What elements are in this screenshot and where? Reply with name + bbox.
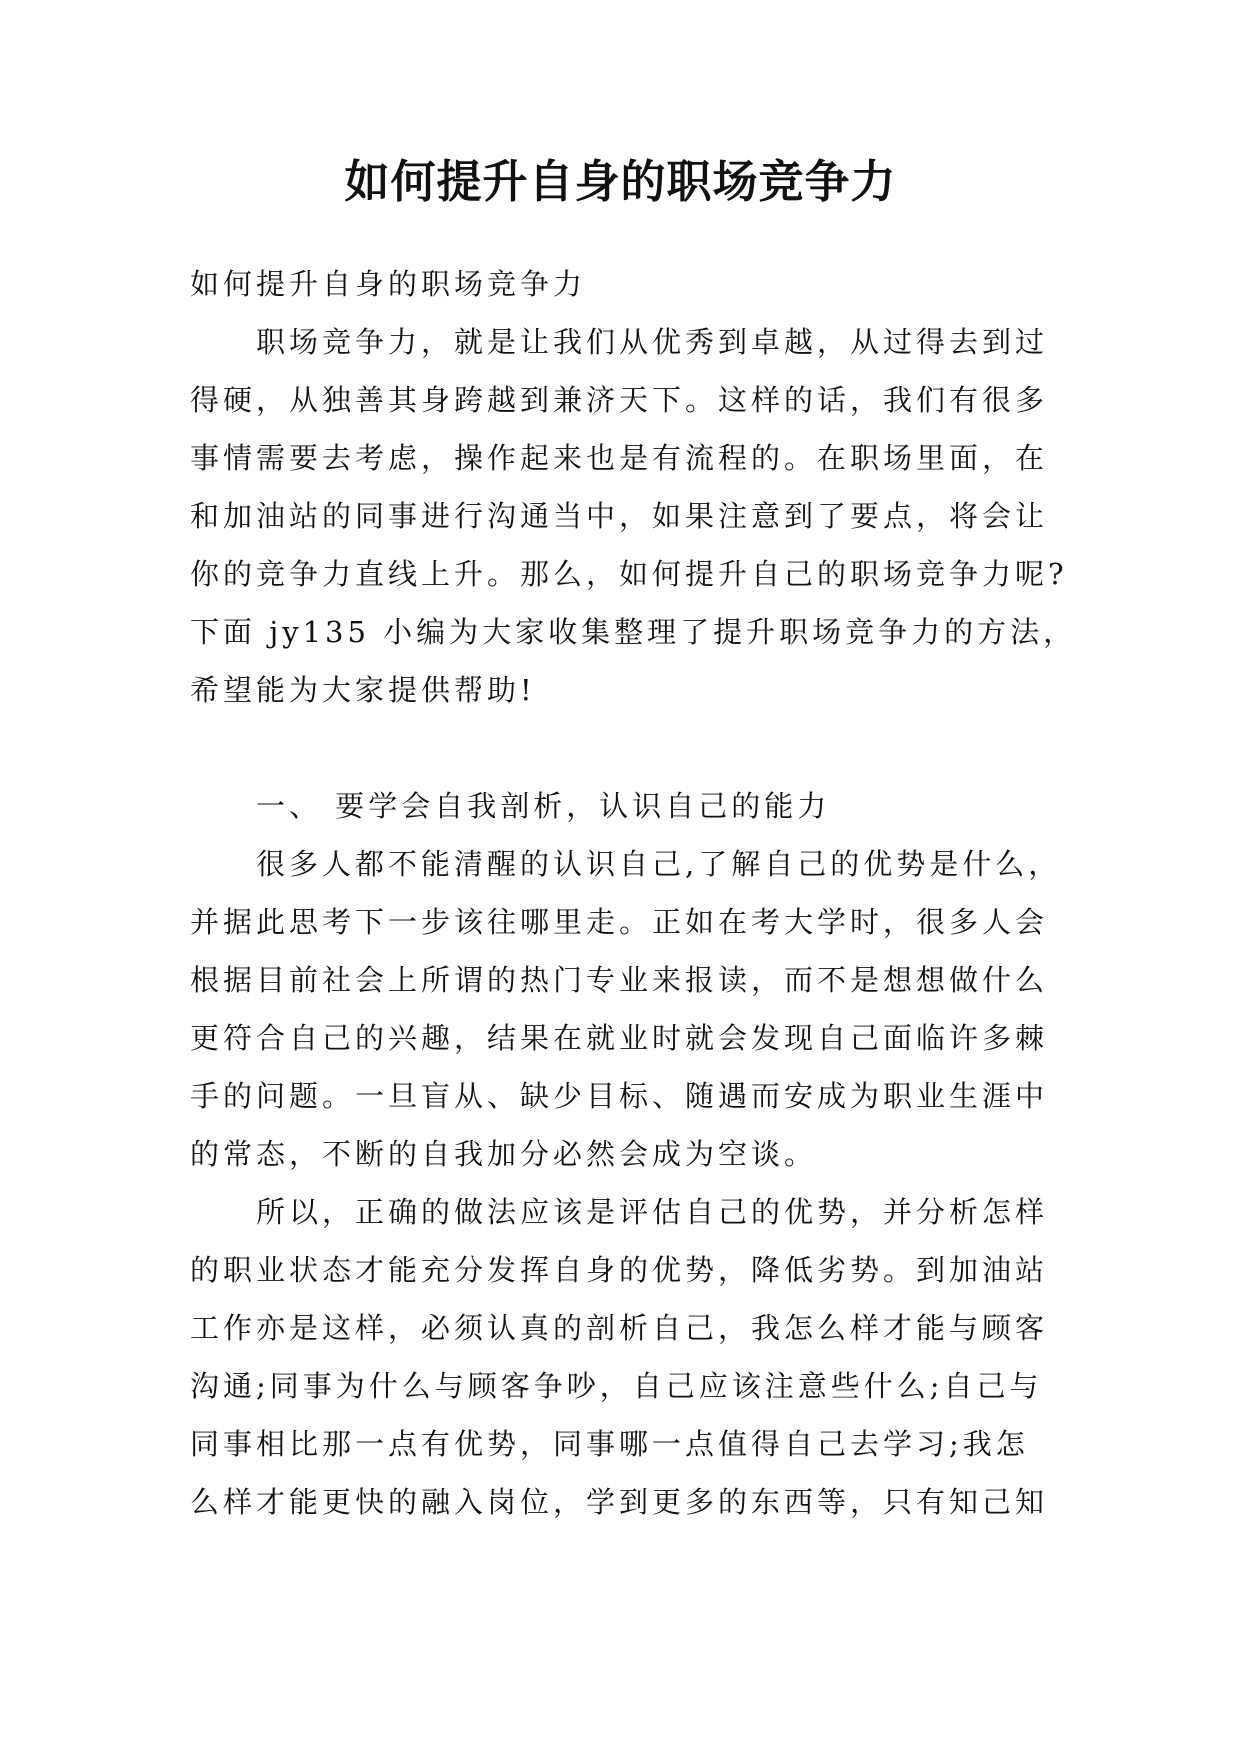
paragraph-2-line: 同事相比那一点有优势，同事哪一点值得自己去学习;我怎 (190, 1427, 1029, 1461)
paragraph-2-line: 的职业状态才能充分发挥自身的优势，降低劣势。到加油站 (190, 1253, 1049, 1287)
document-body (190, 255, 1077, 1531)
paragraph-2-line: 工作亦是这样，必须认真的剖析自己，我怎么样才能与顾客 (190, 1311, 1049, 1345)
section-heading: 一、 要学会自我剖析，认识自己的能力 (190, 789, 831, 823)
paragraph-1-line: 手的问题。一旦盲从、缺少目标、随遇而安成为职业生涯中 (190, 1079, 1049, 1113)
paragraph-2-line: 沟通;同事为什么与顾客争吵，自己应该注意些什么;自己与 (190, 1369, 1043, 1403)
paragraph-1-line: 更符合自己的兴趣，结果在就业时就会发现自己面临许多棘 (190, 1021, 1049, 1055)
intro-line: 你的竞争力直线上升。那么，如何提升自己的职场竞争力呢? (190, 557, 1068, 591)
paragraph-1-line: 很多人都不能清醒的认识自己,了解自己的优势是什么， (190, 847, 1062, 881)
intro-line: 希望能为大家提供帮助! (190, 673, 536, 707)
paragraph-1-line: 的常态，不断的自我加分必然会成为空谈。 (190, 1137, 818, 1171)
document-title: 如何提升自身的职场竞争力 (344, 155, 897, 208)
paragraph-1-line: 根据目前社会上所谓的热门专业来报读，而不是想想做什么 (190, 963, 1049, 997)
paragraph-1-line: 并据此思考下一步该往哪里走。正如在考大学时，很多人会 (190, 905, 1049, 939)
paragraph-gap (190, 719, 1065, 777)
intro-line: 职场竞争力，就是让我们从优秀到卓越，从过得去到过 (190, 325, 1049, 359)
intro-line: 得硬，从独善其身跨越到兼济天下。这样的话，我们有很多 (190, 383, 1049, 417)
intro-line: 和加油站的同事进行沟通当中，如果注意到了要点，将会让 (190, 499, 1049, 533)
paragraph-2-line: 所以，正确的做法应该是评估自己的优势，并分析怎样 (190, 1195, 1049, 1229)
paragraph-2-line: 么样才能更快的融入岗位，学到更多的东西等，只有知己知 (190, 1485, 1049, 1519)
subtitle-line: 如何提升自身的职场竞争力 (190, 267, 587, 301)
intro-line: 下面 jy135 小编为大家收集整理了提升职场竞争力的方法， (190, 615, 1077, 649)
intro-line: 事情需要去考虑，操作起来也是有流程的。在职场里面，在 (190, 441, 1049, 475)
